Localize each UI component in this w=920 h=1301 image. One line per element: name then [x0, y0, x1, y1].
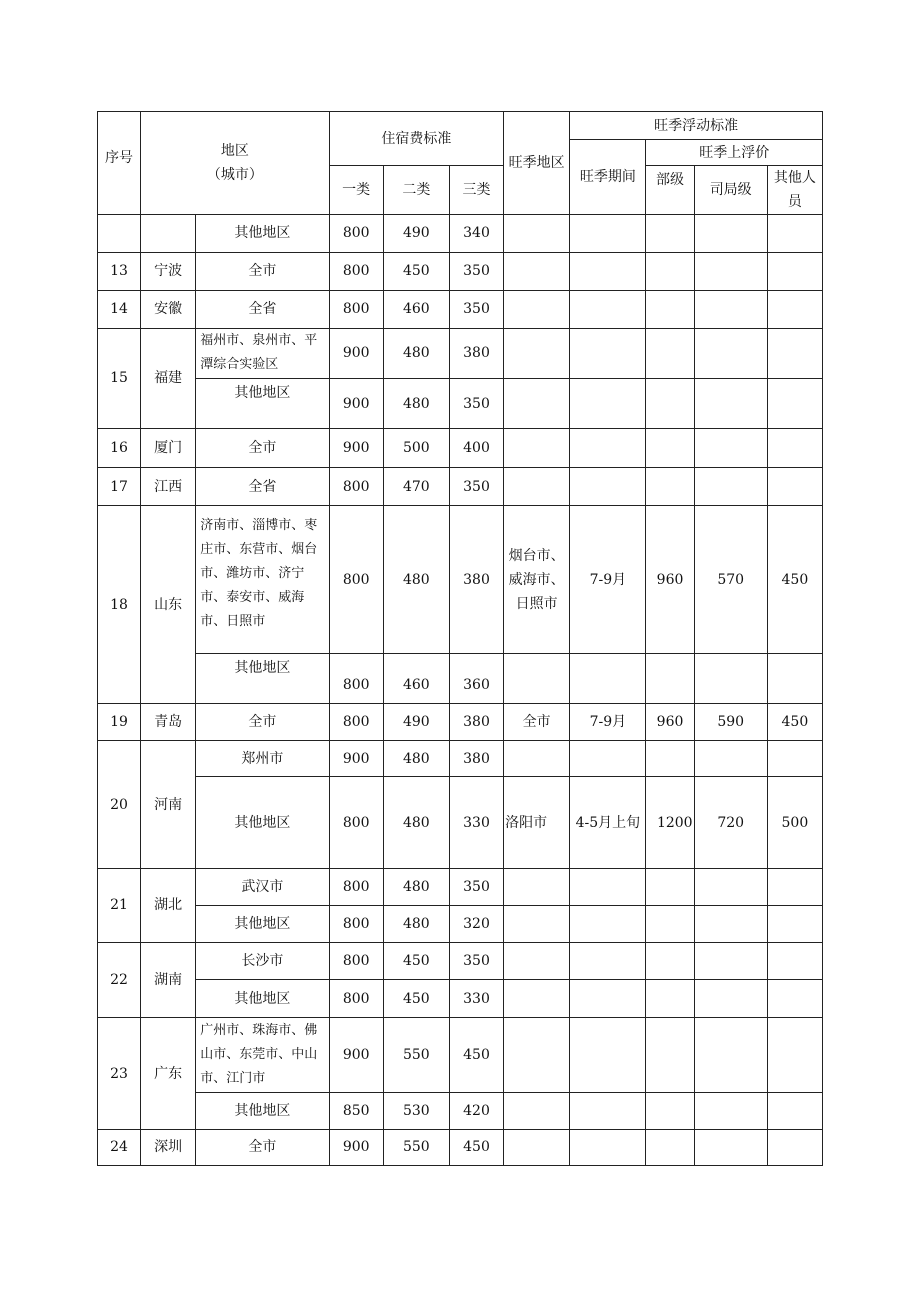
bureau-price-cell: 720: [694, 777, 767, 868]
class2-cell: 490: [383, 215, 449, 252]
table-row: [98, 429, 823, 468]
class1-cell: 900: [329, 328, 383, 378]
dept-price-cell: 960: [646, 704, 694, 741]
peak-period-cell: 7-9月: [570, 506, 646, 654]
table-row: [98, 328, 823, 378]
region-cell: 全市: [196, 252, 329, 290]
class3-cell: 380: [449, 741, 503, 777]
class2-cell: 490: [383, 704, 449, 741]
bureau-price-cell: 590: [694, 704, 767, 741]
province-cell: 湖北: [141, 868, 196, 942]
region-cell: 其他地区: [196, 777, 329, 868]
class3-cell: 400: [449, 429, 503, 468]
other-price-cell: 450: [767, 506, 822, 654]
province-cell: 河南: [141, 741, 196, 868]
table-row: [98, 653, 823, 703]
class3-cell: 450: [449, 1129, 503, 1165]
peak-region-cell: 洛阳市: [504, 777, 570, 868]
class2-cell: 500: [383, 429, 449, 468]
class1-cell: 900: [329, 1129, 383, 1165]
seq-cell: 24: [98, 1129, 141, 1165]
class3-cell: 380: [449, 328, 503, 378]
seq-cell: 23: [98, 1018, 141, 1129]
peak-period-cell: 7-9月: [570, 704, 646, 741]
region-cell: 全市: [196, 1129, 329, 1165]
table-row: [98, 1018, 823, 1092]
province-cell: 深圳: [141, 1129, 196, 1165]
region-cell: 全市: [196, 429, 329, 468]
header-peak-period: 旺季期间: [570, 140, 646, 215]
class3-cell: 360: [449, 653, 503, 703]
province-cell: 山东: [141, 506, 196, 704]
class2-cell: 450: [383, 252, 449, 290]
class1-cell: 800: [329, 980, 383, 1018]
region-cell: 全省: [196, 290, 329, 328]
header-peak-markup: 旺季上浮价: [646, 140, 823, 166]
table-row: [98, 777, 823, 868]
header-peak-region: 旺季地区: [504, 112, 570, 215]
class1-cell: 800: [329, 215, 383, 252]
other-price-cell: 500: [767, 777, 822, 868]
table-row: [98, 290, 823, 328]
class1-cell: 800: [329, 290, 383, 328]
province-cell: 青岛: [141, 704, 196, 741]
table-row: [98, 980, 823, 1018]
header-dept-level: 部级: [646, 166, 694, 215]
peak-region-cell: 烟台市、威海市、日照市: [504, 506, 570, 654]
region-cell: 长沙市: [196, 943, 329, 980]
class3-cell: 320: [449, 905, 503, 942]
dept-price-cell: 1200: [646, 777, 694, 868]
province-cell: 宁波: [141, 252, 196, 290]
table-row: [98, 1092, 823, 1129]
peak-region-cell: 全市: [504, 704, 570, 741]
province-cell: 安徽: [141, 290, 196, 328]
table-row: [98, 506, 823, 654]
header-region-sub: （城市）: [206, 167, 263, 184]
class2-cell: 480: [383, 741, 449, 777]
class1-cell: 900: [329, 1018, 383, 1092]
header-peak-standard: 旺季浮动标准: [570, 112, 823, 140]
header-class-3: 三类: [449, 166, 503, 215]
table-row: [98, 741, 823, 777]
class2-cell: 550: [383, 1018, 449, 1092]
peak-period-cell: 4-5月上旬: [570, 777, 646, 868]
class3-cell: 330: [449, 980, 503, 1018]
seq-cell: 19: [98, 704, 141, 741]
class3-cell: 380: [449, 704, 503, 741]
class1-cell: 800: [329, 252, 383, 290]
table-row: [98, 943, 823, 980]
header-bureau-level: 司局级: [694, 166, 767, 215]
region-cell: 其他地区: [196, 215, 329, 252]
header-seq: 序号: [98, 112, 141, 215]
header-class-2: 二类: [383, 166, 449, 215]
class3-cell: 450: [449, 1018, 503, 1092]
class2-cell: 480: [383, 777, 449, 868]
region-cell: 广州市、珠海市、佛山市、东莞市、中山市、江门市: [196, 1018, 329, 1092]
class1-cell: 800: [329, 905, 383, 942]
class1-cell: 850: [329, 1092, 383, 1129]
region-cell: 武汉市: [196, 868, 329, 905]
province-cell: 厦门: [141, 429, 196, 468]
class2-cell: 480: [383, 328, 449, 378]
class1-cell: 900: [329, 429, 383, 468]
class3-cell: 350: [449, 468, 503, 506]
class1-cell: 800: [329, 868, 383, 905]
province-cell: 湖南: [141, 943, 196, 1018]
dept-price-cell: 960: [646, 506, 694, 654]
region-cell: 其他地区: [196, 905, 329, 942]
class1-cell: 800: [329, 468, 383, 506]
class2-cell: 480: [383, 868, 449, 905]
seq-cell: 18: [98, 506, 141, 704]
class1-cell: 800: [329, 506, 383, 654]
class3-cell: 350: [449, 943, 503, 980]
class2-cell: 460: [383, 653, 449, 703]
seq-cell: 16: [98, 429, 141, 468]
region-cell: 济南市、淄博市、枣庄市、东营市、烟台市、潍坊市、济宁市、泰安市、威海市、日照市: [196, 506, 329, 654]
class3-cell: 380: [449, 506, 503, 654]
province-cell: 福建: [141, 328, 196, 428]
seq-cell: 13: [98, 252, 141, 290]
class2-cell: 460: [383, 290, 449, 328]
table-row: [98, 868, 823, 905]
class2-cell: 480: [383, 378, 449, 428]
province-cell: 广东: [141, 1018, 196, 1129]
class1-cell: 800: [329, 943, 383, 980]
class2-cell: 480: [383, 506, 449, 654]
region-cell: 全市: [196, 704, 329, 741]
class3-cell: 350: [449, 378, 503, 428]
seq-cell: 17: [98, 468, 141, 506]
class3-cell: 330: [449, 777, 503, 868]
class3-cell: 340: [449, 215, 503, 252]
table-row: [98, 468, 823, 506]
class1-cell: 800: [329, 777, 383, 868]
class2-cell: 480: [383, 905, 449, 942]
region-cell: 全省: [196, 468, 329, 506]
class1-cell: 900: [329, 741, 383, 777]
other-price-cell: 450: [767, 704, 822, 741]
header-other-staff: 其他人员: [767, 166, 822, 215]
bureau-price-cell: 570: [694, 506, 767, 654]
seq-cell: 21: [98, 868, 141, 942]
seq-cell: 22: [98, 943, 141, 1018]
class2-cell: 450: [383, 943, 449, 980]
table-row: [98, 378, 823, 428]
header-lodging-standard: 住宿费标准: [329, 112, 503, 166]
class3-cell: 420: [449, 1092, 503, 1129]
class1-cell: 800: [329, 704, 383, 741]
seq-cell: 15: [98, 328, 141, 428]
class2-cell: 450: [383, 980, 449, 1018]
header-region-label: 地区: [220, 143, 249, 160]
class3-cell: 350: [449, 290, 503, 328]
region-cell: 郑州市: [196, 741, 329, 777]
province-cell: 江西: [141, 468, 196, 506]
class3-cell: 350: [449, 252, 503, 290]
seq-cell: 20: [98, 741, 141, 868]
table-row: [98, 215, 823, 252]
class3-cell: 350: [449, 868, 503, 905]
region-cell: 福州市、泉州市、平潭综合实验区: [196, 328, 329, 378]
region-cell: 其他地区: [196, 653, 329, 703]
region-cell: 其他地区: [196, 378, 329, 428]
class1-cell: 800: [329, 653, 383, 703]
table-row: [98, 252, 823, 290]
header-region: [141, 112, 330, 215]
table-row: [98, 704, 823, 741]
class2-cell: 470: [383, 468, 449, 506]
header-class-1: 一类: [329, 166, 383, 215]
class2-cell: 530: [383, 1092, 449, 1129]
lodging-standards-table: [97, 111, 823, 1166]
class1-cell: 900: [329, 378, 383, 428]
table-row: [98, 905, 823, 942]
table-row: [98, 1129, 823, 1165]
seq-cell: 14: [98, 290, 141, 328]
region-cell: 其他地区: [196, 980, 329, 1018]
class2-cell: 550: [383, 1129, 449, 1165]
region-cell: 其他地区: [196, 1092, 329, 1129]
